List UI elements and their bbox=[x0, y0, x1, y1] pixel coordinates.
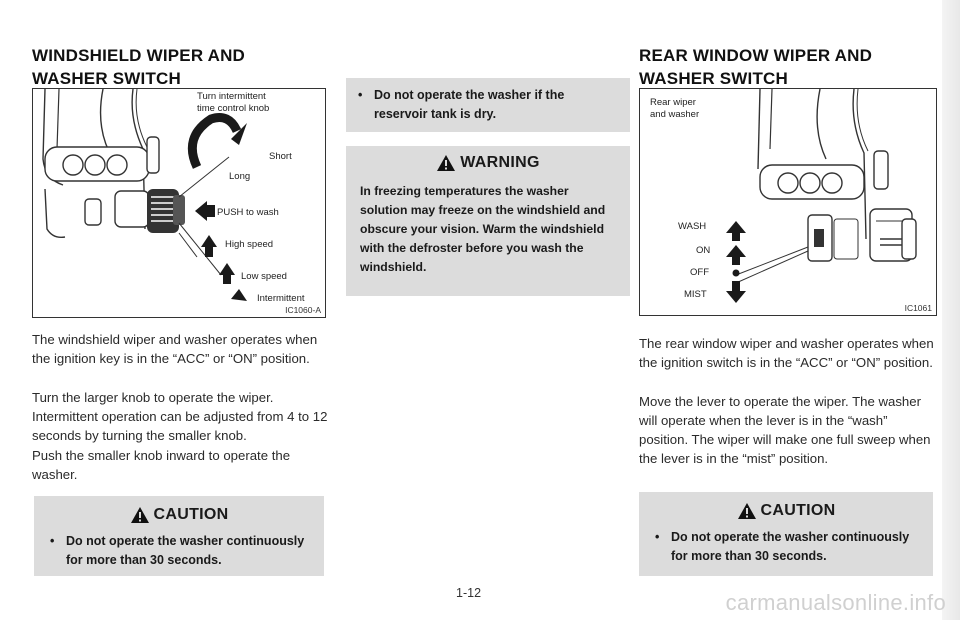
left-section-title bbox=[32, 44, 245, 90]
figure-label-knob-1: Turn intermittent bbox=[197, 91, 266, 102]
caution-bullet bbox=[50, 532, 308, 570]
windshield-switch-figure bbox=[32, 88, 326, 318]
right-section-title bbox=[639, 44, 872, 90]
figure-code: IC1061 bbox=[904, 303, 932, 313]
caution-bullet bbox=[655, 528, 917, 566]
figure-label-high: High speed bbox=[225, 239, 274, 250]
bullet-icon: • bbox=[655, 530, 660, 544]
left-title-line-2: WASHER SWITCH bbox=[32, 69, 181, 88]
windshield-switch-illustration bbox=[33, 89, 327, 319]
left-paragraph-2: Turn the larger knob to operate the wiper. Intermittent operation can be adjusted from 4 to 12 seconds by turning the smaller knob. bbox=[32, 390, 328, 443]
figure-label-low: Low speed bbox=[241, 271, 287, 282]
note-box bbox=[346, 78, 630, 132]
figure-label-long: Long bbox=[229, 171, 251, 182]
figure-label-knob-2: time control knob bbox=[197, 103, 270, 114]
caution-heading-text: CAUTION bbox=[153, 506, 229, 523]
bullet-icon: • bbox=[50, 534, 55, 548]
figure-code: IC1060-A bbox=[285, 305, 321, 315]
left-caution-box bbox=[34, 496, 324, 576]
caution-heading bbox=[655, 502, 917, 520]
right-paragraph-1: The rear window wiper and washer operates when the ignition switch is in the “ACC” or “ON” position. bbox=[639, 336, 934, 370]
caution-heading-text: CAUTION bbox=[760, 502, 836, 519]
warning-triangle-icon bbox=[737, 502, 757, 520]
bullet-icon: • bbox=[358, 88, 363, 102]
figure-label-mist: MIST bbox=[684, 289, 707, 300]
rear-switch-figure bbox=[639, 88, 937, 316]
right-title-line-2: WASHER SWITCH bbox=[639, 69, 788, 88]
figure-label-intermittent: Intermittent bbox=[257, 293, 305, 304]
note-text: Do not operate the washer if the reservoir tank is dry. bbox=[374, 88, 565, 121]
warning-box bbox=[346, 146, 630, 296]
left-paragraph-1: The windshield wiper and washer operates when the ignition key is in the “ACC” or “ON” position. bbox=[32, 332, 318, 366]
right-caution-box bbox=[639, 492, 933, 576]
warning-text: In freezing temperatures the washer solution may freeze on the windshield and obscure your vision. Warm the windshield with the defroster before you wash the windshield. bbox=[360, 184, 606, 274]
caution-heading bbox=[50, 506, 308, 524]
warning-heading-text: WARNING bbox=[460, 154, 540, 171]
page-edge bbox=[942, 0, 960, 620]
warning-triangle-icon bbox=[436, 154, 456, 172]
right-title-line-1: REAR WINDOW WIPER AND bbox=[639, 46, 873, 65]
caution-text: Do not operate the washer continuously for more than 30 seconds. bbox=[671, 530, 910, 563]
rear-switch-illustration bbox=[640, 89, 938, 317]
figure-label-on: ON bbox=[696, 245, 711, 256]
figure-label-push: PUSH to wash bbox=[217, 207, 279, 218]
figure-label-short: Short bbox=[269, 151, 292, 162]
page-number: 1-12 bbox=[456, 586, 482, 600]
watermark: carmanualsonline.info bbox=[725, 590, 946, 615]
figure-label-rear-2: and washer bbox=[650, 109, 700, 120]
warning-triangle-icon bbox=[130, 506, 150, 524]
left-paragraph-3: Push the smaller knob inward to operate the washer. bbox=[32, 448, 291, 482]
warning-heading bbox=[360, 154, 616, 172]
left-title-line-1: WINDSHIELD WIPER AND bbox=[32, 46, 246, 65]
right-paragraph-2: Move the lever to operate the wiper. The washer will operate when the lever is in the “wash” position. The wiper will make one full sweep when the lever is in the “mist” position. bbox=[639, 394, 931, 466]
figure-label-rear-1: Rear wiper bbox=[650, 97, 696, 108]
caution-text: Do not operate the washer continuously for more than 30 seconds. bbox=[66, 534, 305, 567]
figure-label-off: OFF bbox=[690, 267, 709, 278]
figure-label-wash: WASH bbox=[678, 221, 707, 232]
note-bullet bbox=[358, 86, 618, 124]
